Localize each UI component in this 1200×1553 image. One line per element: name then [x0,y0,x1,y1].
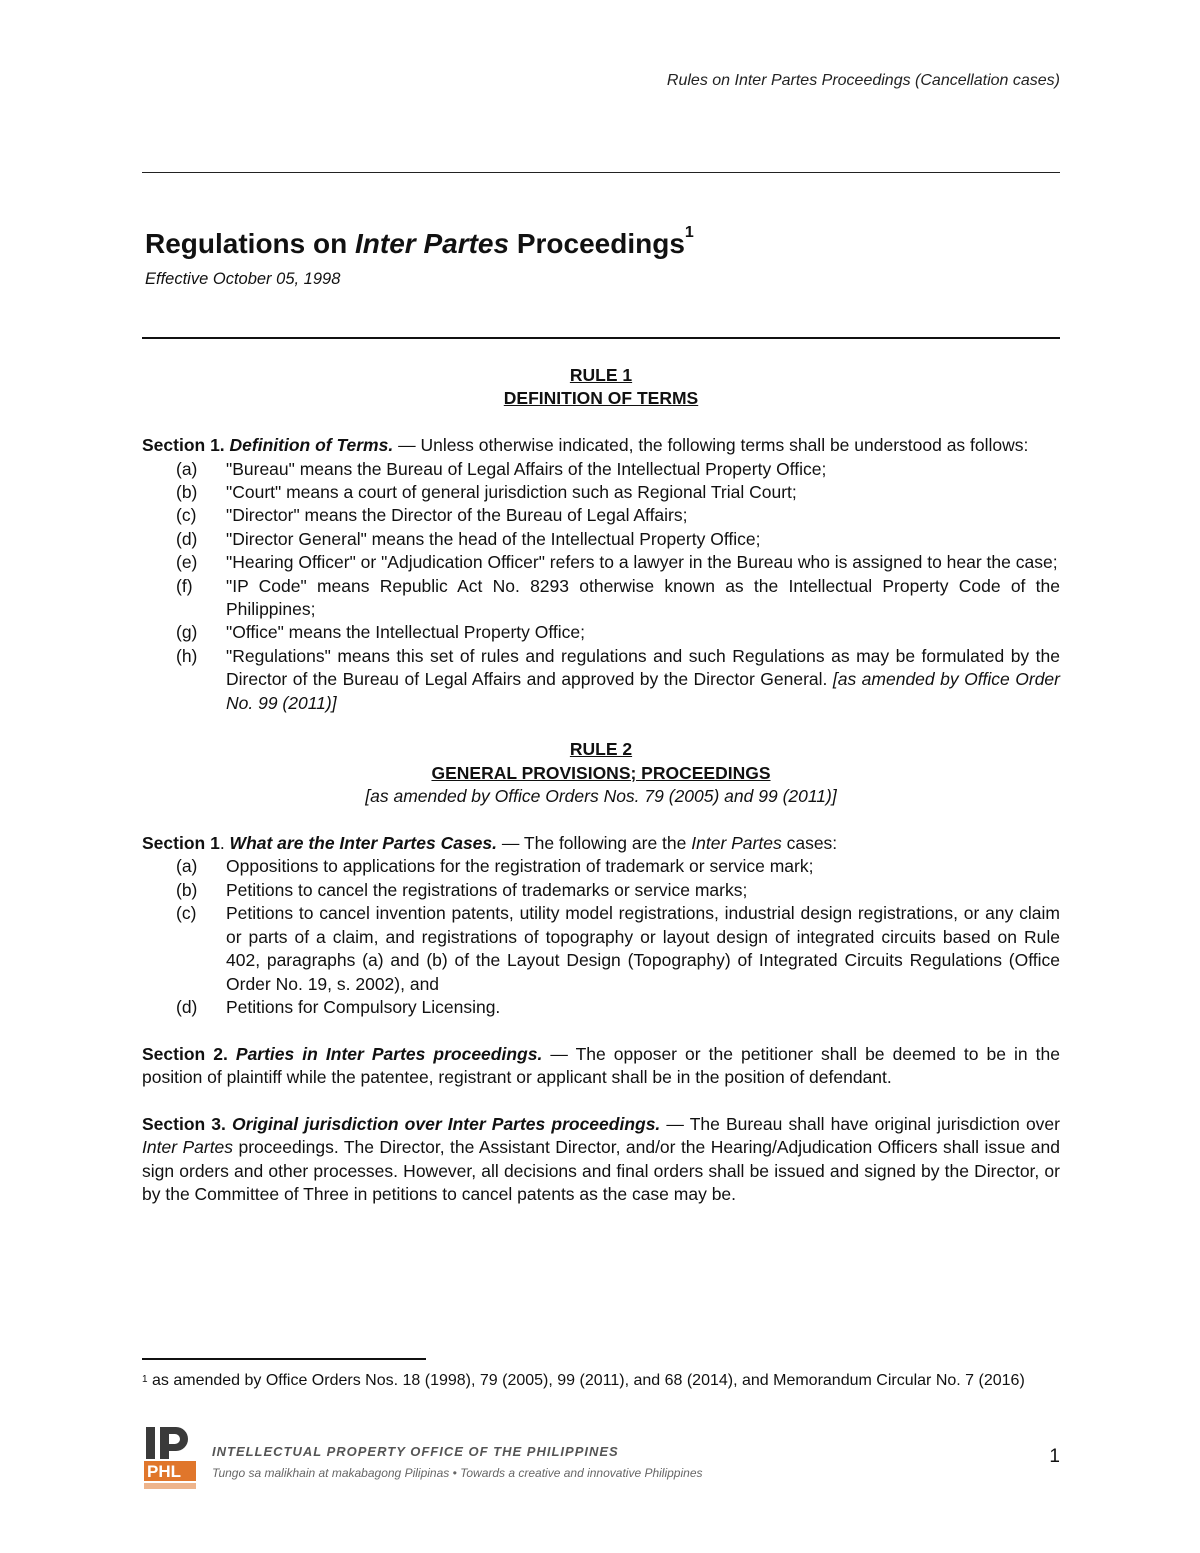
effective-date: Effective October 05, 1998 [145,270,341,288]
list-item [142,481,1060,504]
rule1-section1-text: — Unless otherwise indicated, the following terms shall be understood as follows: [393,435,1029,456]
title-pre: Regulations on [145,228,355,259]
list-item [142,528,1060,551]
list-text: "Court" means a court of general jurisdiction such as Regional Trial Court; [226,482,797,503]
list-item [142,575,1060,622]
document-title [145,224,694,260]
rule2-section3-text-pre: — The Bureau shall have original jurisdiction over [660,1113,1060,1134]
rule2-section3-title: Original jurisdiction over Inter Partes proceedings. [232,1113,661,1134]
rule2-amendment: [as amended by Office Orders Nos. 79 (2005) and 99 (2011)] [365,786,837,807]
footer-tagline: Tungo sa malikhain at makabagong Pilipinas • Towards a creative and innovative Philippines [212,1466,703,1480]
page-number: 1 [1049,1446,1060,1467]
list-item [142,645,1060,715]
footnote-ref: 1 [142,1374,148,1385]
logo-letter-p [160,1427,188,1459]
rule2-cases-list [142,855,1060,1019]
list-item [142,551,1060,574]
list-text: "Director General" means the head of the Intellectual Property Office; [226,528,761,549]
list-text: "Bureau" means the Bureau of Legal Affairs of the Intellectual Property Office; [226,458,827,479]
rule2-section1-text-post: cases: [781,833,838,854]
footnote [142,1370,1060,1391]
logo-strip [144,1483,196,1489]
list-text-main: "Regulations" means this set of rules and regulations and such Regulations as may be formulated by the Director of the Bureau of Legal Affairs and approved by the Director General. [226,645,1060,690]
running-header: Rules on Inter Partes Proceedings (Cancellation cases) [666,72,1060,89]
list-marker: (a) [176,458,198,479]
list-text: "IP Code" means Republic Act No. 8293 otherwise known as the Intellectual Property Code of the Philippines; [226,575,1060,620]
footnote-text: as amended by Office Orders Nos. 18 (1998), 79 (2005), 99 (2011), and 68 (2014), and Memorandum Circular No. 7 (2016) [147,1372,1025,1389]
list-marker: (e) [176,552,198,573]
list-text: Petitions to cancel invention patents, utility model registrations, industrial design registrations, or any claim or parts of a claim, and registrations of topography or layout design of integrated circuits based on Rule 402, paragraphs (a) and (b) of the Layout Design (Topography) of Integrated Circuits Regulations (Office Order No. 19, s. 2002), and [226,903,1060,994]
rule2-section3-text-italic: Inter Partes [142,1137,234,1158]
list-marker: (d) [176,996,198,1017]
rule2-section2-label: Section 2. [142,1043,228,1064]
list-marker: (b) [176,482,198,503]
rule2-section2-text: — The opposer or the petitioner shall be deemed to be in the position of plaintiff while the patentee, registrant or applicant shall be in the position of defendant. [142,1043,1060,1088]
list-marker: (f) [176,575,193,596]
list-item [142,902,1060,996]
document-body [142,364,1060,1207]
list-text [226,645,1060,715]
list-marker: (c) [176,505,197,526]
list-text: "Office" means the Intellectual Property Office; [226,622,586,643]
ipophl-logo-icon [142,1425,200,1491]
list-marker: (h) [176,645,198,666]
logo-text: PHL [147,1462,181,1481]
rule2-section1-text-pre: — The following are the [497,833,692,854]
list-text: "Hearing Officer" or "Adjudication Officer" refers to a lawyer in the Bureau who is assigned to hear the case; [226,552,1058,573]
list-text: "Director" means the Director of the Bureau of Legal Affairs; [226,505,688,526]
list-item [142,621,1060,644]
amendment-note: [as amended by Office Order No. 99 (2011)] [226,669,1060,713]
rule2-section1-text-italic: Inter Partes [691,833,782,854]
title-divider [142,337,1060,339]
list-marker: (c) [176,903,197,924]
list-text: Petitions for Compulsory Licensing. [226,996,501,1017]
list-marker: (d) [176,528,198,549]
list-item [142,458,1060,481]
rule1-section1-intro [142,434,1060,457]
list-item [142,855,1060,878]
list-item [142,996,1060,1019]
rule2-section1-label: Section 1 [142,833,220,854]
title-italic: Inter Partes [355,228,510,259]
list-item [142,504,1060,527]
rule1-number: RULE 1 [569,365,633,385]
list-marker: (b) [176,879,198,900]
logo-bar-i [146,1427,155,1459]
rule1-definitions-list [142,458,1060,715]
rule2-section3-label: Section 3. [142,1113,226,1134]
rule2-name: GENERAL PROVISIONS; PROCEEDINGS [431,762,771,783]
footer-org-name: INTELLECTUAL PROPERTY OFFICE OF THE PHILIPPINES [212,1444,619,1459]
rule2-section3-text-post: proceedings. The Director, the Assistant Director, and/or the Hearing/Adjudication Officers shall issue and sign orders and other processes. However, all decisions and final orders shall be issued and signed by the Director, or by the Committee of Three in petitions to cancel patents as the case may be. [142,1137,1060,1205]
rule2-section1-intro: Section 1. What are the Inter Partes Cases. — The following are the Inter Partes cases: [142,833,838,854]
rule2-section1-title: What are the Inter Partes Cases. [229,833,498,854]
rule2-section2-title: Parties in Inter Partes proceedings. [235,1043,543,1064]
rule2-number: RULE 2 [569,739,633,760]
rule1-section1-title: Definition of Terms. [229,435,394,456]
rule1-name: DEFINITION OF TERMS [503,388,699,409]
footnote-divider [142,1358,426,1360]
title-footnote-ref: 1 [684,224,694,241]
rule2-section3 [142,1113,1060,1207]
list-item [142,879,1060,902]
list-marker: (a) [176,856,198,877]
list-text: Oppositions to applications for the registration of trademark or service mark; [226,856,814,877]
rule1-section1-label: Section 1. [142,435,225,456]
title-post: Proceedings [509,228,685,259]
list-text: Petitions to cancel the registrations of trademarks or service marks; [226,879,748,900]
rule2-section2 [142,1043,1060,1090]
list-marker: (g) [176,622,198,643]
header-divider [142,172,1060,173]
